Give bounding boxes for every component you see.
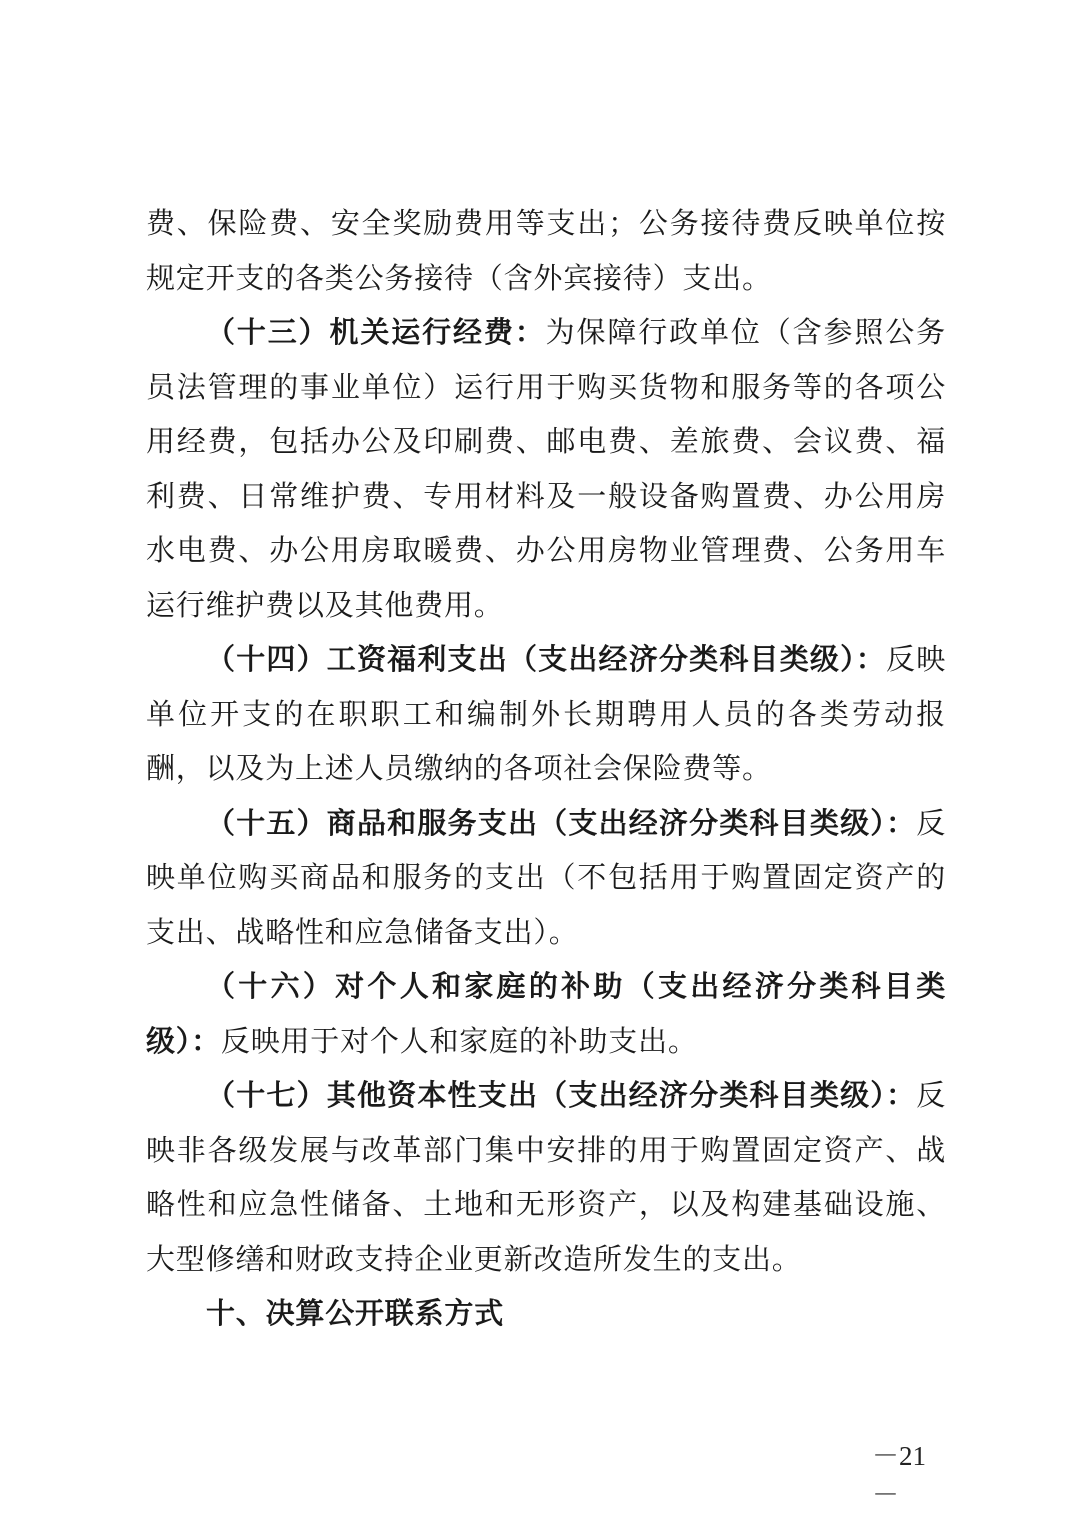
term-label: （十四）工资福利支出（支出经济分类科目类级）：: [206, 642, 886, 676]
term-definition: 反映单位开支的在职职工和编制外长期聘用人员的各类劳动报酬，以及为上述人员缴纳的各项社会保险费等。: [146, 642, 946, 785]
term-label: （十三）机关运行经费：: [206, 315, 546, 349]
term-label: （十七）其他资本性支出（支出经济分类科目类级）：: [206, 1078, 917, 1112]
term-definition: 为保障行政单位（含参照公务员法管理的事业单位）运行用于购买货物和服务等的各项公用经费，包括办公及印刷费、邮电费、差旅费、会议费、福利费、日常维护费、专用材料及一般设备购置费、办公用房水电费、办公用房取暖费、办公用房物业管理费、公务用车运行维护费以及其他费用。: [146, 315, 946, 622]
section-heading: 十、决算公开联系方式: [206, 1296, 505, 1330]
paragraph-agency-operating-costs: [146, 305, 946, 632]
paragraph-household-subsidies: [146, 959, 946, 1068]
term-definition: 反映非各级发展与改革部门集中安排的用于购置固定资产、战略性和应急性储备、土地和无形资产，以及构建基础设施、大型修缮和财政支持企业更新改造所发生的支出。: [146, 1078, 946, 1276]
term-definition: 反映用于对个人和家庭的补助支出。: [220, 1023, 698, 1058]
paragraph-other-capital-expenditure: [146, 1068, 946, 1286]
paragraph-public-expense-continuation: [146, 196, 946, 305]
paragraph-text: 费、保险费、安全奖励费用等支出；公务接待费反映单位按规定开支的各类公务接待（含外宾接待）支出。: [146, 206, 946, 295]
document-body: [146, 196, 946, 1341]
term-definition: 反映单位购买商品和服务的支出（不包括用于购置固定资产的支出、战略性和应急储备支出）。: [146, 805, 946, 949]
term-label: （十六）对个人和家庭的补助（支出经济分类科目类级）：: [146, 969, 946, 1058]
term-label: （十五）商品和服务支出（支出经济分类科目类级）：: [206, 805, 917, 840]
page-number: －21－: [872, 1441, 926, 1510]
paragraph-goods-services-expenditure: [146, 796, 946, 960]
paragraph-wage-welfare-expenditure: [146, 632, 946, 796]
